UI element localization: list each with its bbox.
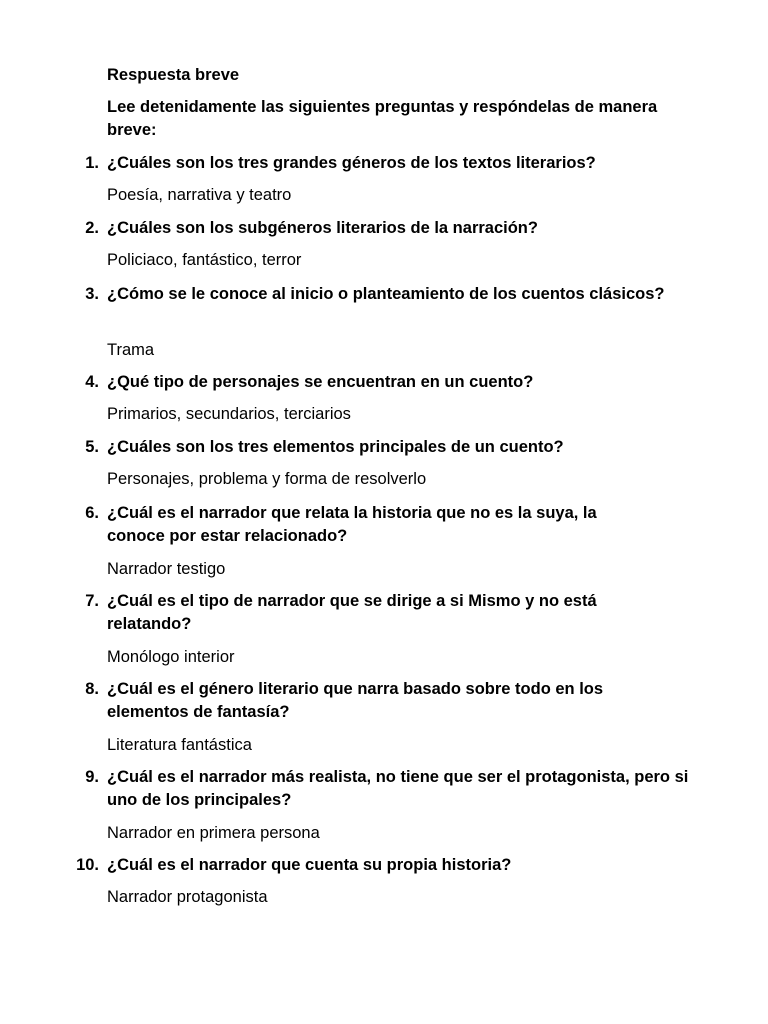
item-number: 4. bbox=[85, 373, 99, 391]
answer-text: Policiaco, fantástico, terror bbox=[107, 251, 302, 269]
question-text: ¿Qué tipo de personajes se encuentran en un cuento? bbox=[107, 373, 534, 391]
question-text: ¿Cómo se le conoce al inicio o planteamiento de los cuentos clásicos? bbox=[107, 285, 665, 303]
item-number: 10. bbox=[76, 856, 99, 874]
answer-text: Narrador testigo bbox=[107, 560, 226, 578]
question-text: ¿Cuál es el género literario que narra basado sobre todo en los elementos de fantasía? bbox=[107, 680, 604, 721]
instructions-text: Lee detenidamente las siguientes preguntas y respóndelas de manera breve: bbox=[107, 98, 658, 139]
item-number: 8. bbox=[85, 680, 99, 698]
answer-text: Narrador protagonista bbox=[107, 888, 268, 906]
question-text: ¿Cuál es el tipo de narrador que se dirige a si Mismo y no está relatando? bbox=[107, 592, 597, 633]
answer-text: Personajes, problema y forma de resolverlo bbox=[107, 470, 427, 488]
item-number: 9. bbox=[85, 768, 99, 786]
answer-text: Trama bbox=[107, 341, 155, 359]
answer-text: Poesía, narrativa y teatro bbox=[107, 186, 292, 204]
item-number: 1. bbox=[85, 154, 99, 172]
question-text: ¿Cuál es el narrador más realista, no tiene que ser el protagonista, pero si uno de los principales? bbox=[107, 768, 689, 809]
answer-text: Monólogo interior bbox=[107, 648, 235, 666]
document-heading: Respuesta breve bbox=[107, 66, 240, 84]
item-number: 2. bbox=[85, 219, 99, 237]
question-text: ¿Cuáles son los tres elementos principales de un cuento? bbox=[107, 438, 564, 456]
item-number: 7. bbox=[85, 592, 99, 610]
question-text: ¿Cuáles son los subgéneros literarios de la narración? bbox=[107, 219, 538, 237]
item-number: 5. bbox=[85, 438, 99, 456]
item-number: 3. bbox=[85, 285, 99, 303]
item-number: 6. bbox=[85, 504, 99, 522]
answer-text: Primarios, secundarios, terciarios bbox=[107, 405, 351, 423]
question-text: ¿Cuáles son los tres grandes géneros de los textos literarios? bbox=[107, 154, 596, 172]
question-text: ¿Cuál es el narrador que relata la historia que no es la suya, la conoce por estar relacionado? bbox=[107, 504, 597, 545]
question-text: ¿Cuál es el narrador que cuenta su propia historia? bbox=[107, 856, 512, 874]
answer-text: Narrador en primera persona bbox=[107, 824, 320, 842]
answer-text: Literatura fantástica bbox=[107, 736, 252, 754]
